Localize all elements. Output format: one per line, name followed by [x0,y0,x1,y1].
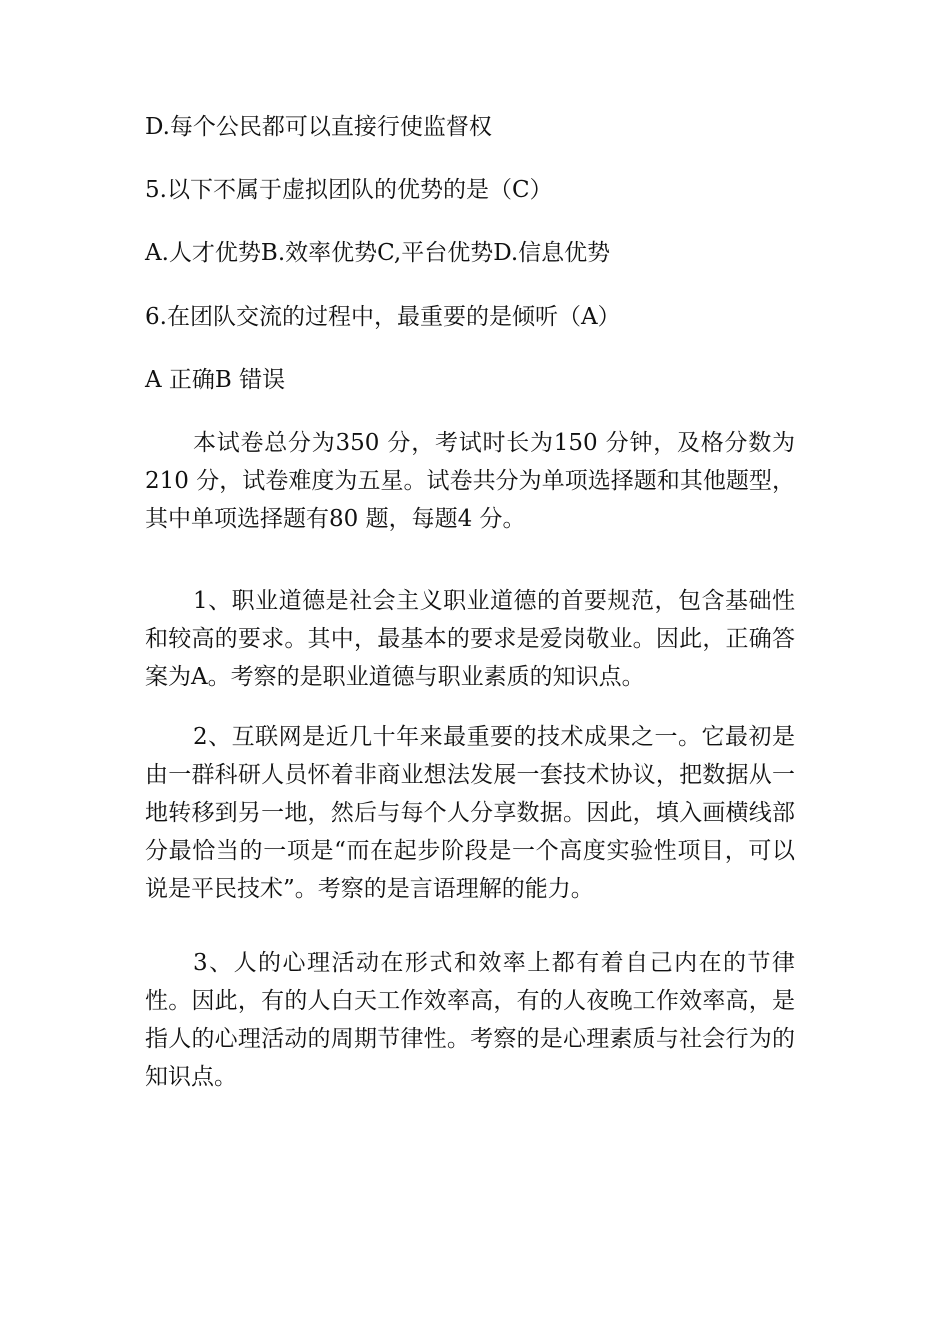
q4-option-d: D.每个公民都可以直接行使监督权 [145,114,492,140]
q6-question: 6.在团队交流的过程中，最重要的是倾听（A） [145,304,621,330]
answer-1-paragraph: 1、职业道德是社会主义职业道德的首要规范，包含基础性和较高的要求。其中，最基本的要求是爱岗敬业。因此，正确答案为A。考察的是职业道德与职业素质的知识点。 [145,588,795,690]
q5-options: A.人才优势B.效率优势C,平台优势D.信息优势 [145,240,611,266]
answer-2-paragraph: 2、互联网是近几十年来最重要的技术成果之一。它最初是由一群科研人员怀着非商业想法发展一套技术协议，把数据从一地转移到另一地，然后与每个人分享数据。因此，填入画横线部分最恰当的一项是“而在起步阶段是一个高度实验性项目，可以说是平民技术”。考察的是言语理解的能力。 [145,724,795,902]
intro-paragraph: 本试卷总分为350 分，考试时长为150 分钟，及格分数为210 分，试卷难度为五星。试卷共分为单项选择题和其他题型，其中单项选择题有80 题，每题4 分。 [145,430,795,532]
answer-3-paragraph: 3、人的心理活动在形式和效率上都有着自己内在的节律性。因此，有的人白天工作效率高，有的人夜晚工作效率高，是指人的心理活动的周期节律性。考察的是心理素质与社会行为的知识点。 [145,950,795,1090]
q5-question: 5.以下不属于虚拟团队的优势的是（C） [145,177,553,203]
q6-options: A 正确B 错误 [145,367,286,393]
